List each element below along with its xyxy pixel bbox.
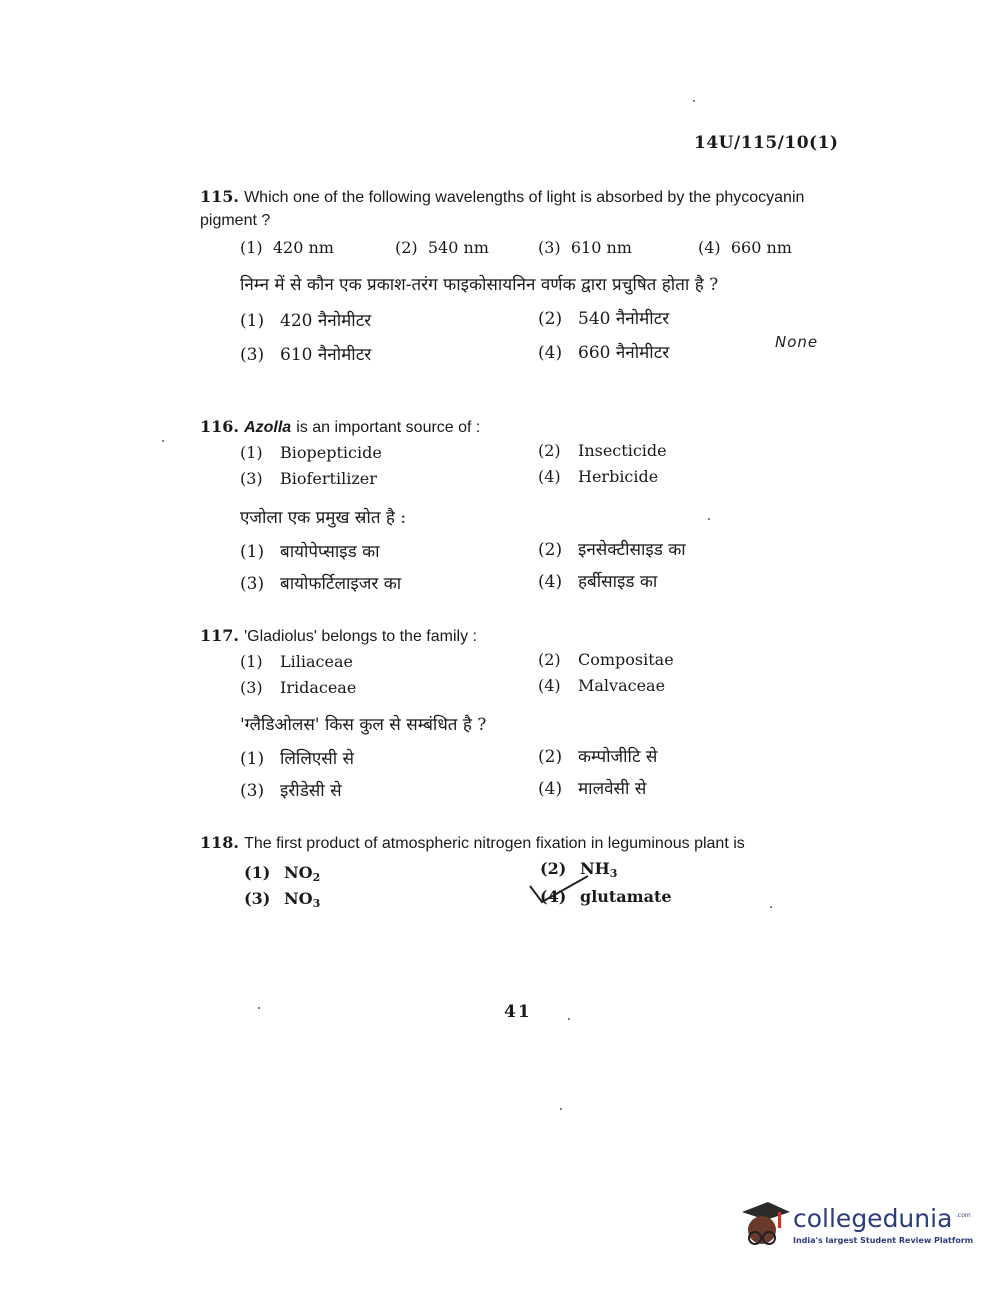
scan-speck — [162, 440, 164, 442]
scan-speck — [770, 906, 772, 908]
question-number: 115. — [200, 187, 239, 206]
option-1-hindi: (1) लिलिएसी से — [240, 749, 355, 769]
question-text: The first product of atmospheric nitrogen fixation in leguminous plant is — [244, 835, 745, 852]
options-english — [200, 232, 840, 266]
watermark-logo — [738, 1198, 974, 1262]
options-english — [200, 855, 840, 915]
options-hindi — [200, 740, 840, 810]
option-2: (2) Insecticide — [538, 441, 667, 460]
option-1-hindi: (1) बायोपेप्साइड का — [240, 542, 380, 562]
question-stem — [200, 186, 840, 232]
question-text: is an important source of : — [296, 419, 481, 436]
question-text-hindi: 'ग्लैडिओलस' किस कुल से सम्बंधित है ? — [240, 715, 487, 735]
question-stem — [200, 416, 840, 439]
option-3: (3) Biofertilizer — [240, 469, 377, 488]
question-118 — [200, 832, 840, 915]
brand-name: collegedunia — [793, 1204, 953, 1233]
option-2-hindi: (2) इनसेक्टीसाइड का — [538, 540, 686, 560]
brand-domain: .com — [956, 1212, 971, 1219]
answer-tick-mark — [528, 872, 592, 906]
option-2: (2) Compositae — [538, 650, 674, 669]
option-4: (4) 660 nm — [698, 238, 792, 257]
options-english — [200, 648, 840, 704]
question-115 — [200, 186, 840, 374]
option-1-hindi: (1) 420 नैनोमीटर — [240, 311, 372, 331]
question-117 — [200, 625, 840, 810]
scan-speck — [568, 1018, 570, 1020]
option-3-hindi: (3) 610 नैनोमीटर — [240, 345, 372, 365]
option-3-hindi: (3) इरीडेसी से — [240, 781, 342, 801]
option-3-hindi: (3) बायोफर्टिलाइजर का — [240, 574, 402, 594]
question-text-hindi: निम्न में से कौन एक प्रकाश-तरंग फाइकोसायनिन वर्णक द्वारा प्रचुषित होता है ? — [240, 275, 719, 295]
scan-speck — [708, 518, 710, 520]
scan-speck — [560, 1108, 562, 1110]
option-2: (2) $NH_3$ — [540, 859, 618, 880]
option-4-hindi: (4) मालवेसी से — [538, 779, 647, 799]
page-number: 41 — [504, 1002, 532, 1022]
option-1: (1) 420 nm — [240, 238, 334, 257]
paper-code: 14U/115/10(1) — [694, 133, 839, 153]
options-hindi — [200, 533, 840, 603]
scan-speck — [693, 100, 695, 102]
option-3: (3) $NO_3$ — [244, 889, 321, 910]
option-1: (1) Biopepticide — [240, 443, 382, 462]
question-text: 'Gladiolus' belongs to the family : — [244, 628, 477, 645]
brand-tagline: India's largest Student Review Platform — [793, 1236, 974, 1245]
question-number: 117. — [200, 626, 239, 645]
option-1: (1) Liliaceae — [240, 652, 353, 671]
student-mascot-icon — [738, 1198, 790, 1258]
option-3: (3) Iridaceae — [240, 678, 357, 697]
option-4: (4) Malvaceae — [538, 676, 666, 695]
question-stem — [200, 625, 840, 648]
option-4-hindi: (4) 660 नैनोमीटर — [538, 343, 670, 363]
options-english — [200, 439, 840, 495]
option-4-hindi: (4) हर्बीसाइड का — [538, 572, 658, 592]
option-2-hindi: (2) 540 नैनोमीटर — [538, 309, 670, 329]
option-2: (2) 540 nm — [395, 238, 489, 257]
options-hindi — [200, 302, 840, 374]
question-text-italic: Azolla — [244, 419, 292, 436]
option-4: (4) glutamate — [540, 887, 672, 906]
scan-speck — [258, 1007, 260, 1009]
option-1: (1) $NO_2$ — [244, 863, 321, 884]
question-stem — [200, 832, 835, 855]
question-text-hindi: एजोला एक प्रमुख स्रोत है : — [240, 508, 407, 528]
handwritten-annotation: None — [775, 333, 819, 351]
option-3: (3) 610 nm — [538, 238, 632, 257]
question-number: 116. — [200, 417, 239, 436]
option-2-hindi: (2) कम्पोजीटि से — [538, 747, 658, 767]
question-116 — [200, 416, 840, 603]
option-4: (4) Herbicide — [538, 467, 659, 486]
question-number: 118. — [200, 833, 239, 852]
question-text: Which one of the following wavelengths of light is absorbed by the phycocyanin pigment ? — [200, 189, 805, 229]
